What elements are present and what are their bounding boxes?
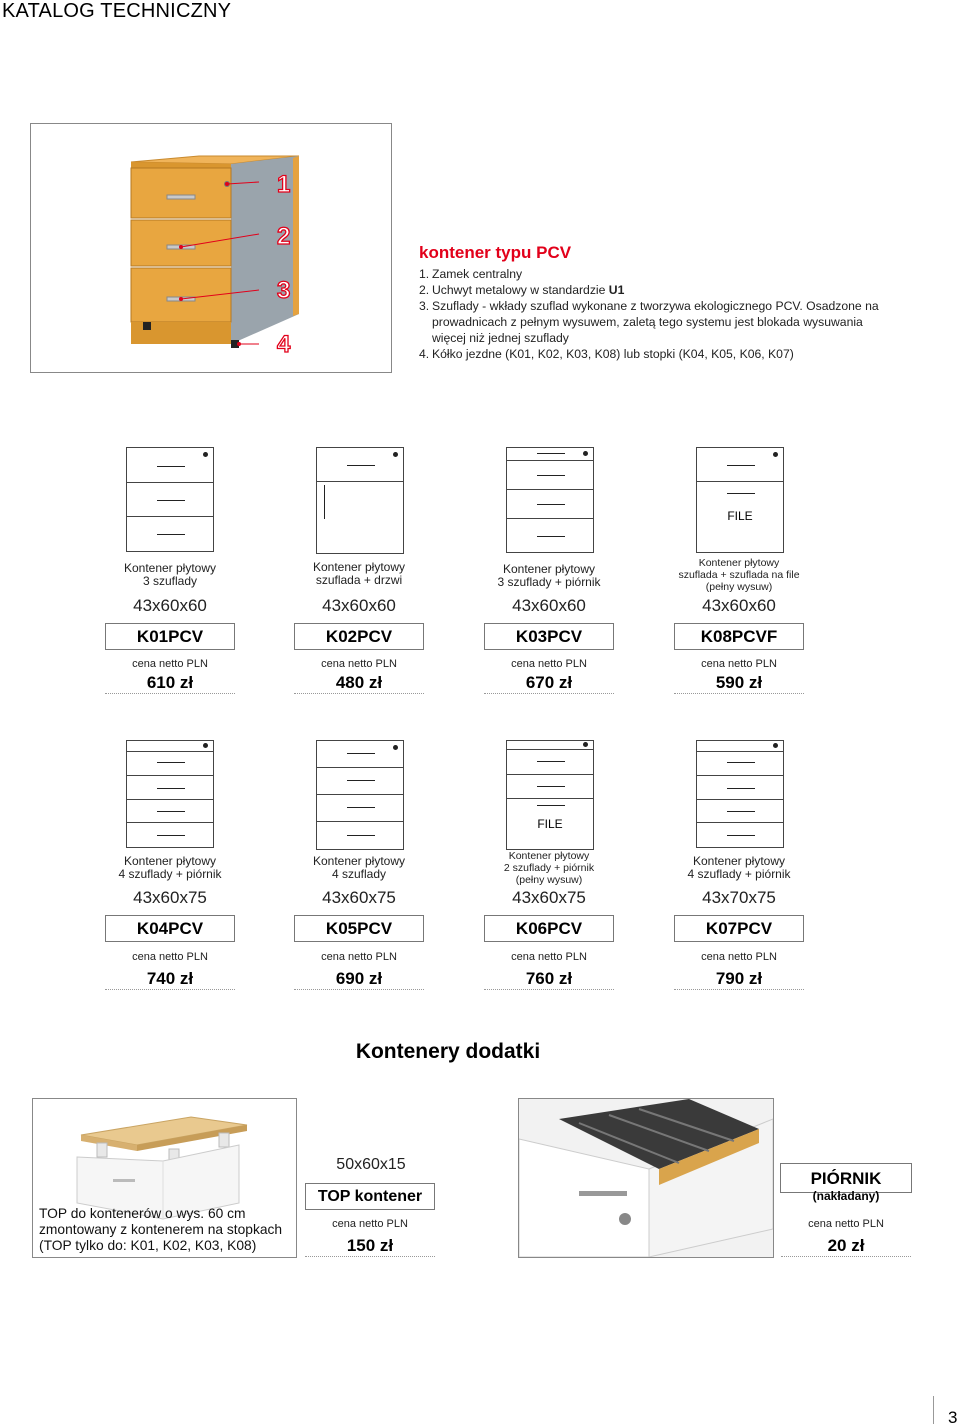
price-label: cena netto PLN [511, 658, 587, 670]
file-label: FILE [537, 817, 563, 831]
callout-1: 1 [277, 171, 291, 198]
price-label: cena netto PLN [332, 1218, 408, 1230]
feature-text: Kółko jezdne (K01, K02, K03, K08) lub stopki (K04, K05, K06, K07) [432, 347, 794, 361]
price-label: cena netto PLN [321, 951, 397, 963]
product-dimensions: 43x60x60 [702, 596, 776, 615]
page-number: 3 [948, 1408, 958, 1427]
product-caption: Kontener płytowy 4 szuflady [312, 854, 406, 881]
piornik-illustration [519, 1099, 773, 1257]
feature-text: Zamek centralny [432, 267, 523, 281]
price-label: cena netto PLN [511, 951, 587, 963]
product-dimensions: 43x60x60 [512, 596, 586, 615]
feature-item [419, 282, 899, 298]
price-label: cena netto PLN [321, 658, 397, 670]
callout-3: 3 [277, 277, 291, 304]
product-price: 480 zł [294, 673, 424, 694]
product-code: K01PCV [105, 623, 235, 650]
drawer-diagram [316, 447, 404, 554]
product-code: K08PCVF [674, 623, 804, 650]
price-label: cena netto PLN [132, 951, 208, 963]
feature-item [419, 346, 899, 362]
price-label: cena netto PLN [701, 658, 777, 670]
product-caption: Kontener płytowy szuflada + drzwi [312, 560, 406, 587]
container-illustration [31, 124, 391, 372]
feature-text: Uchwyt metalowy w standardzie [432, 283, 609, 297]
drawer-diagram [126, 740, 214, 848]
drawer-diagram [696, 447, 784, 553]
top-description: TOP do kontenerów o wys. 60 cm zmontowany z kontenerem na stopkach (TOP tylko do: K01, K02, K03, K08) [39, 1206, 283, 1253]
feature-bold: U1 [608, 283, 625, 297]
callout-2: 2 [277, 223, 291, 250]
feature-num: 2. [419, 283, 430, 297]
product-price: 610 zł [105, 673, 235, 694]
product-code: K07PCV [674, 915, 804, 942]
feature-num: 3. [419, 299, 430, 313]
product-code: K02PCV [294, 623, 424, 650]
piornik-price: 20 zł [781, 1236, 911, 1257]
drawer-diagram [316, 740, 404, 850]
piornik-subtitle: (nakładany) [812, 1189, 880, 1203]
product-price: 760 zł [484, 969, 614, 990]
product-dimensions: 43x60x75 [512, 888, 586, 907]
price-label: cena netto PLN [808, 1218, 884, 1230]
feature-item [419, 298, 899, 346]
product-caption: Kontener płytowy 3 szuflady + piórnik [497, 562, 601, 589]
drawer-diagram [696, 740, 784, 848]
piornik-code: PIÓRNIK [810, 1169, 882, 1188]
feature-title: kontener typu PCV [419, 243, 572, 262]
extras-title: Kontenery dodatki [355, 1040, 541, 1063]
drawer-diagram [506, 447, 594, 553]
price-label: cena netto PLN [132, 658, 208, 670]
product-price: 790 zł [674, 969, 804, 990]
product-dimensions: 43x60x75 [133, 888, 207, 907]
feature-item [419, 266, 899, 282]
product-caption: Kontener płytowy 4 szuflady + piórnik [118, 854, 222, 881]
product-dimensions: 43x70x75 [702, 888, 776, 907]
product-dimensions: 43x60x60 [133, 596, 207, 615]
product-code: K04PCV [105, 915, 235, 942]
product-code: K03PCV [484, 623, 614, 650]
feature-text: Szuflady - wkłady szuflad wykonane z tworzywa ekologicznego PCV. Osadzone na prowadnicach z pełnym wysuwem, zaletą tego systemu jest blokada wysuwania więcej niż jednej szuflady [432, 299, 879, 345]
page-divider [933, 1396, 934, 1424]
product-caption: Kontener płytowy 3 szuflady [123, 561, 217, 588]
product-caption: Kontener płytowy szuflada + szuflada na file (pełny wysuw) [678, 557, 800, 593]
top-price: 150 zł [305, 1236, 435, 1257]
product-price: 690 zł [294, 969, 424, 990]
hero-product-photo [30, 123, 392, 373]
product-price: 670 zł [484, 673, 614, 694]
top-code: TOP kontener [305, 1183, 435, 1210]
feature-list [419, 266, 899, 362]
product-code: K05PCV [294, 915, 424, 942]
product-code: K06PCV [484, 915, 614, 942]
price-label: cena netto PLN [701, 951, 777, 963]
file-label: FILE [727, 509, 753, 523]
feature-num: 1. [419, 267, 430, 281]
catalog-header: KATALOG TECHNICZNY [2, 0, 232, 22]
drawer-diagram [126, 447, 214, 552]
callout-4: 4 [277, 331, 291, 358]
piornik-photo [518, 1098, 774, 1258]
product-caption: Kontener płytowy 2 szuflady + piórnik (pełny wysuw) [503, 850, 595, 886]
product-price: 740 zł [105, 969, 235, 990]
feature-num: 4. [419, 347, 430, 361]
product-dimensions: 43x60x75 [322, 888, 396, 907]
product-dimensions: 43x60x60 [322, 596, 396, 615]
top-kontener-photo [32, 1098, 297, 1258]
top-dimensions: 50x60x15 [336, 1156, 406, 1173]
product-caption: Kontener płytowy 4 szuflady + piórnik [687, 854, 791, 881]
drawer-diagram [506, 740, 594, 850]
product-price: 590 zł [674, 673, 804, 694]
